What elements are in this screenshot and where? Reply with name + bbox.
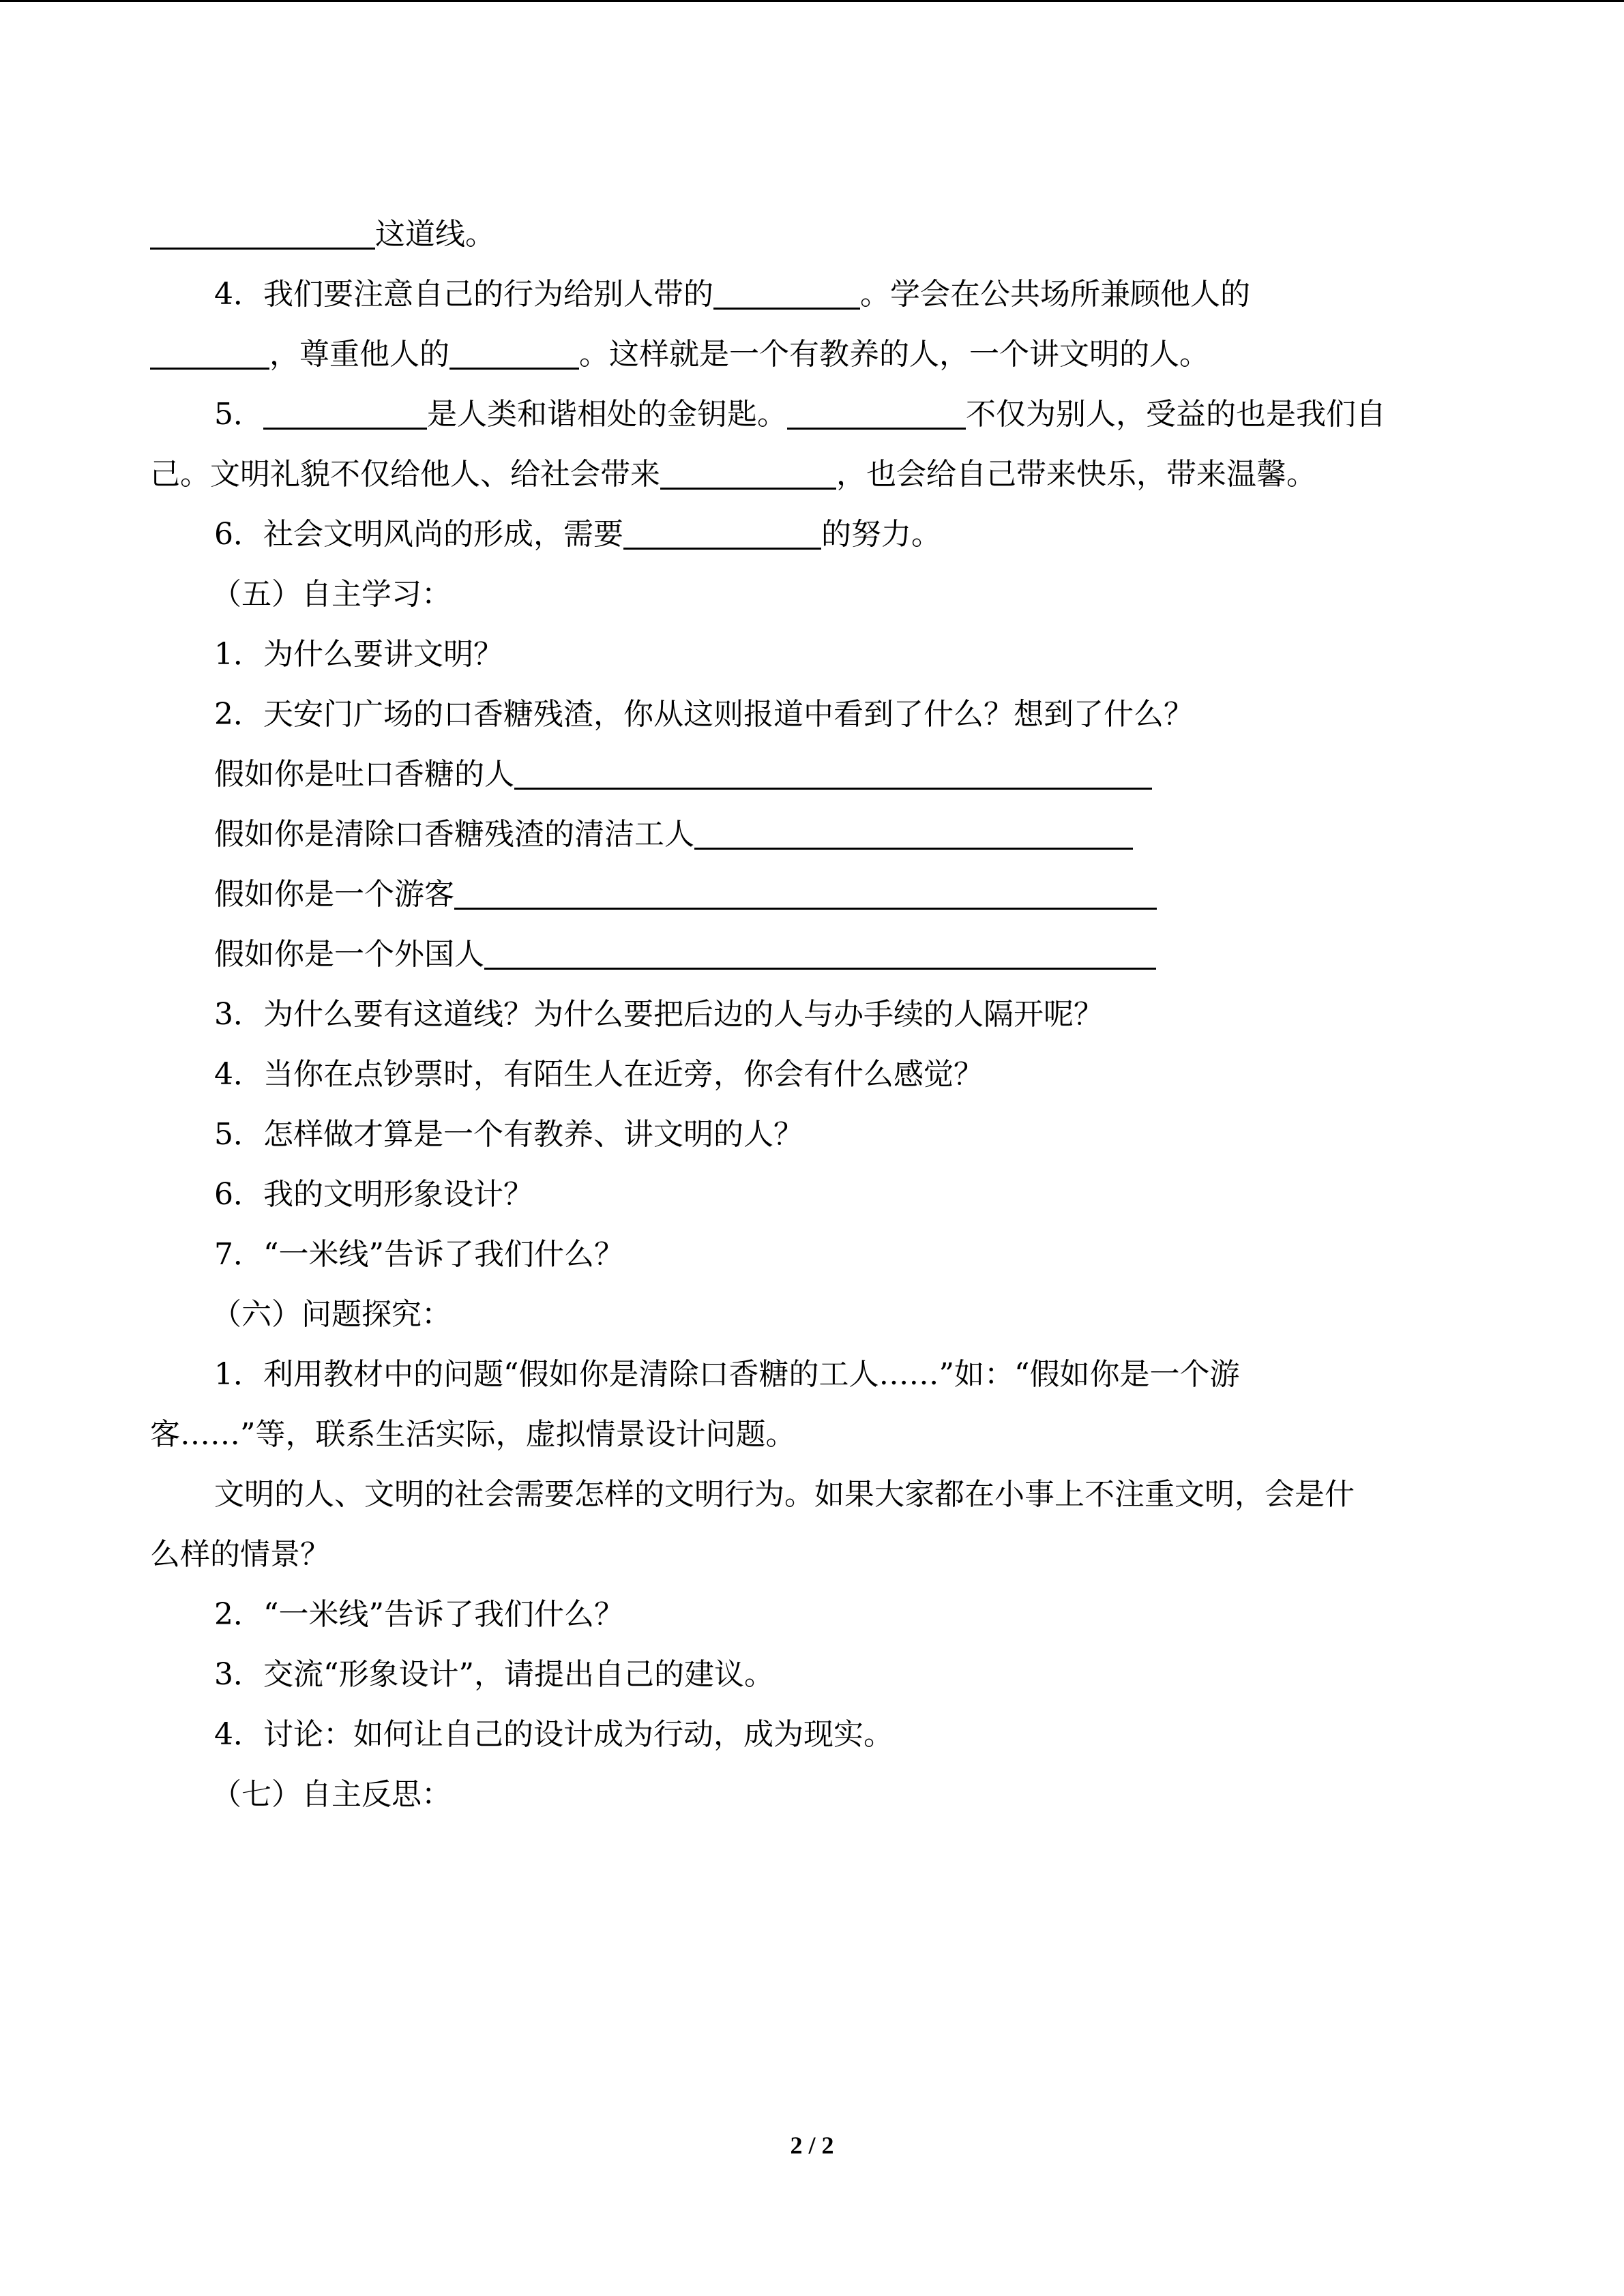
line-text: 假如你是清除口香糖残渣的清洁工人 [214,817,694,852]
line-text: 是人类和谐相处的金钥匙。 [427,397,787,432]
text-line: 么样的情景？ [150,1537,330,1572]
text-line [150,205,1466,265]
section-heading: （六）问题探究： [211,1297,452,1332]
question-line: 7．“一米线”告诉了我们什么？ [214,1237,624,1272]
fill-blank[interactable] [514,748,1152,790]
line-text: 。这样就是一个有教养的人，一个讲文明的人。 [579,337,1209,372]
section-heading: （七）自主反思： [211,1777,452,1812]
question-line: 6．我的文明形象设计？ [214,1177,533,1212]
line-text: 这道线。 [375,217,495,252]
paragraph-line: 文明的人、文明的社会需要怎样的文明行为。如果大家都在小事上不注重文明，会是什 [214,1477,1355,1512]
fill-blank[interactable] [150,208,375,250]
answer-line [150,805,1466,865]
question-6 [150,505,1466,565]
text-line [150,325,1466,385]
question-line: 3．为什么要有这道线？为什么要把后边的人与办手续的人隔开呢？ [214,997,1104,1032]
question-line: 4．讨论：如何让自己的设计成为行动，成为现实。 [214,1717,894,1752]
question-line: 4．当你在点钞票时，有陌生人在近旁，你会有什么感觉？ [214,1057,984,1092]
line-text: ，也会给自己带来快乐，带来温馨。 [836,457,1316,492]
question-line: 1．为什么要讲文明？ [214,637,503,672]
page-number: 2 / 2 [790,2132,834,2159]
line-text: 。学会在公共场所兼顾他人的 [860,277,1250,312]
fill-blank[interactable] [454,868,1157,910]
line-text: 假如你是吐口香糖的人 [214,757,514,792]
fill-blank[interactable] [787,388,966,430]
line-text: 假如你是一个外国人 [214,937,484,972]
fill-blank[interactable] [660,448,836,490]
question-line: 2．“一米线”告诉了我们什么？ [214,1597,624,1632]
fill-blank[interactable] [694,808,1133,850]
fill-blank[interactable] [449,328,579,370]
line-text: 己。文明礼貌不仅给他人、给社会带来 [150,457,660,492]
fill-blank[interactable] [150,328,269,370]
fill-blank[interactable] [623,508,821,550]
answer-line [150,925,1466,985]
text-line [150,445,1466,505]
line-text: 假如你是一个游客 [214,877,454,912]
question-4 [150,265,1466,325]
fill-blank[interactable] [713,268,860,310]
line-text: 6．社会文明风尚的形成，需要 [214,517,623,552]
line-text: 的努力。 [821,517,941,552]
top-border-line [0,0,1624,2]
fill-blank[interactable] [484,928,1156,970]
line-text: 不仅为别人，受益的也是我们自 [966,397,1386,432]
question-line: 5．怎样做才算是一个有教养、讲文明的人？ [214,1117,803,1152]
line-text: 5． [214,397,263,432]
question-line: 2．天安门广场的口香糖残渣，你从这则报道中看到了什么？想到了什么？ [214,697,1194,732]
worksheet-page [150,205,1466,1825]
answer-line [150,745,1466,805]
question-5 [150,385,1466,445]
answer-line [150,865,1466,925]
text-line: 客……”等，联系生活实际，虚拟情景设计问题。 [150,1417,796,1452]
line-text: ，尊重他人的 [269,337,449,372]
section-heading: （五）自主学习： [211,577,452,612]
fill-blank[interactable] [263,388,427,430]
line-text: 4．我们要注意自己的行为给别人带的 [214,277,713,312]
question-line: 1．利用教材中的问题“假如你是清除口香糖的工人……”如：“假如你是一个游 [214,1357,1240,1392]
question-line: 3．交流“形象设计”，请提出自己的建议。 [214,1657,774,1692]
